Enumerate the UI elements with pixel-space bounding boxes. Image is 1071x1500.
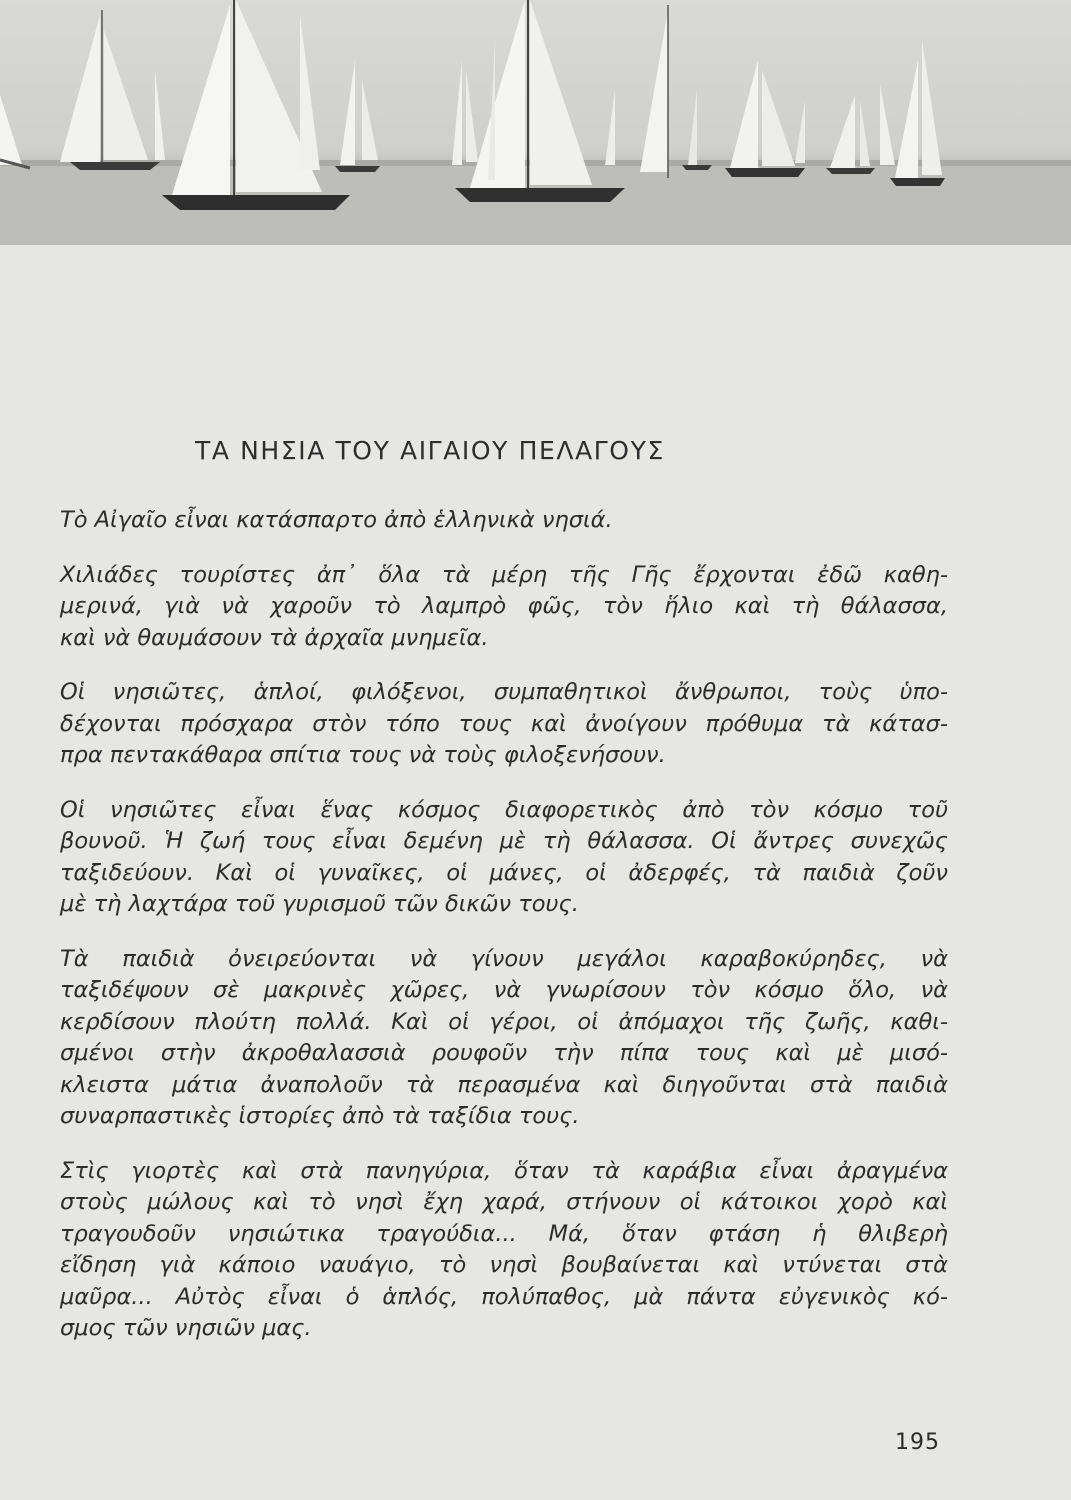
text-line: δέχονται πρόσχαρα στὸν τόπο τους καὶ ἀνοίγουν πρόθυμα τὰ κάτασ- — [60, 710, 948, 737]
page-number: 195 — [895, 1430, 940, 1455]
paragraph-1 — [60, 505, 948, 537]
text-line: μαῦρα... Αὐτὸς εἶναι ὁ ἁπλός, πολύπαθος, μὰ πάντα εὐγενικὸς κό- — [60, 1283, 948, 1310]
text-line: στοὺς μώλους καὶ τὸ νησὶ ἔχη χαρά, στήνουν οἱ κάτοικοι χορὸ καὶ — [60, 1189, 948, 1215]
text-line: κλειστα μάτια ἀναπολοῦν τὰ περασμένα καὶ διηγοῦνται στὰ παιδιὰ — [60, 1071, 948, 1098]
sailboats-photo-icon — [0, 0, 1071, 245]
paragraph-5 — [60, 944, 948, 1133]
sailboats-photo — [0, 0, 1071, 245]
text-line: σμένοι στὴν ἀκροθαλασσιὰ ρουφοῦν τὴν πίπα τους καὶ μὲ μισό- — [60, 1040, 948, 1066]
text-line: Οἱ νησιῶτες, ἁπλοί, φιλόξενοι, συμπαθητικοὶ ἄνθρωποι, τοὺς ὑπο- — [60, 679, 948, 705]
text-line: μερινά, γιὰ νὰ χαροῦν τὸ λαμπρὸ φῶς, τὸν ἥλιο καὶ τὴ θάλασσα, — [60, 593, 948, 619]
text-line: βουνοῦ. Ἡ ζωή τους εἶναι δεμένη μὲ τὴ θάλασσα. Οἱ ἄντρες συνεχῶς — [60, 828, 948, 854]
paragraph-4 — [60, 795, 948, 921]
text-line: ταξιδεύουν. Καὶ οἱ γυναῖκες, οἱ μάνες, οἱ ἀδερφές, τὰ παιδιὰ ζοῦν — [60, 859, 948, 886]
text-line: Οἱ νησιῶτες εἶναι ἕνας κόσμος διαφορετικὸς ἀπὸ τὸν κόσμο τοῦ — [60, 796, 948, 823]
text-line: καὶ νὰ θαυμάσουν τὰ ἀρχαῖα μνημεῖα. — [60, 624, 489, 651]
text-line: Τὸ Αἰγαῖο εἶναι κατάσπαρτο ἀπὸ ἑλληνικὰ νησιά. — [60, 507, 613, 533]
text-line: μὲ τὴ λαχτάρα τοῦ γυρισμοῦ τῶν δικῶν τους. — [60, 891, 579, 917]
text-line: πρα πεντακάθαρα σπίτια τους νὰ τοὺς φιλοξενήσουν. — [60, 742, 666, 768]
text-line: Χιλιάδες τουρίστες ἀπ᾿ ὅλα τὰ μέρη τῆς Γῆς ἔρχονται ἐδῶ καθη- — [60, 561, 948, 588]
paragraph-2 — [60, 560, 948, 655]
text-line: Τὰ παιδιὰ ὀνειρεύονται νὰ γίνουν μεγάλοι καραβοκύρηδες, νὰ — [60, 945, 948, 972]
article-body — [60, 505, 948, 1368]
text-line: Στὶς γιορτὲς καὶ στὰ πανηγύρια, ὅταν τὰ καράβια εἶναι ἀραγμένα — [60, 1157, 948, 1184]
text-line: ταξιδέψουν σὲ μακρινὲς χῶρες, νὰ γνωρίσουν τὸν κόσμο ὅλο, νὰ — [60, 977, 948, 1003]
text-line: εἴδηση γιὰ κάποιο ναυάγιο, τὸ νησὶ βουβαίνεται καὶ ντύνεται στὰ — [60, 1252, 948, 1278]
paragraph-3 — [60, 677, 948, 772]
text-line: σμος τῶν νησιῶν μας. — [60, 1315, 312, 1341]
text-line: κερδίσουν πλούτη πολλά. Καὶ οἱ γέροι, οἱ ἀπόμαχοι τῆς ζωῆς, καθι- — [60, 1008, 948, 1035]
page-title: ΤΑ ΝΗΣΙΑ ΤΟΥ ΑΙΓΑΙΟΥ ΠΕΛΑΓΟΥΣ — [195, 436, 665, 465]
text-line: συναρπαστικὲς ἱστορίες ἀπὸ τὰ ταξίδια τους. — [60, 1103, 580, 1129]
paragraph-6 — [60, 1156, 948, 1345]
text-line: τραγουδοῦν νησιώτικα τραγούδια... Μά, ὅταν φτάση ἡ θλιβερὴ — [60, 1220, 948, 1247]
